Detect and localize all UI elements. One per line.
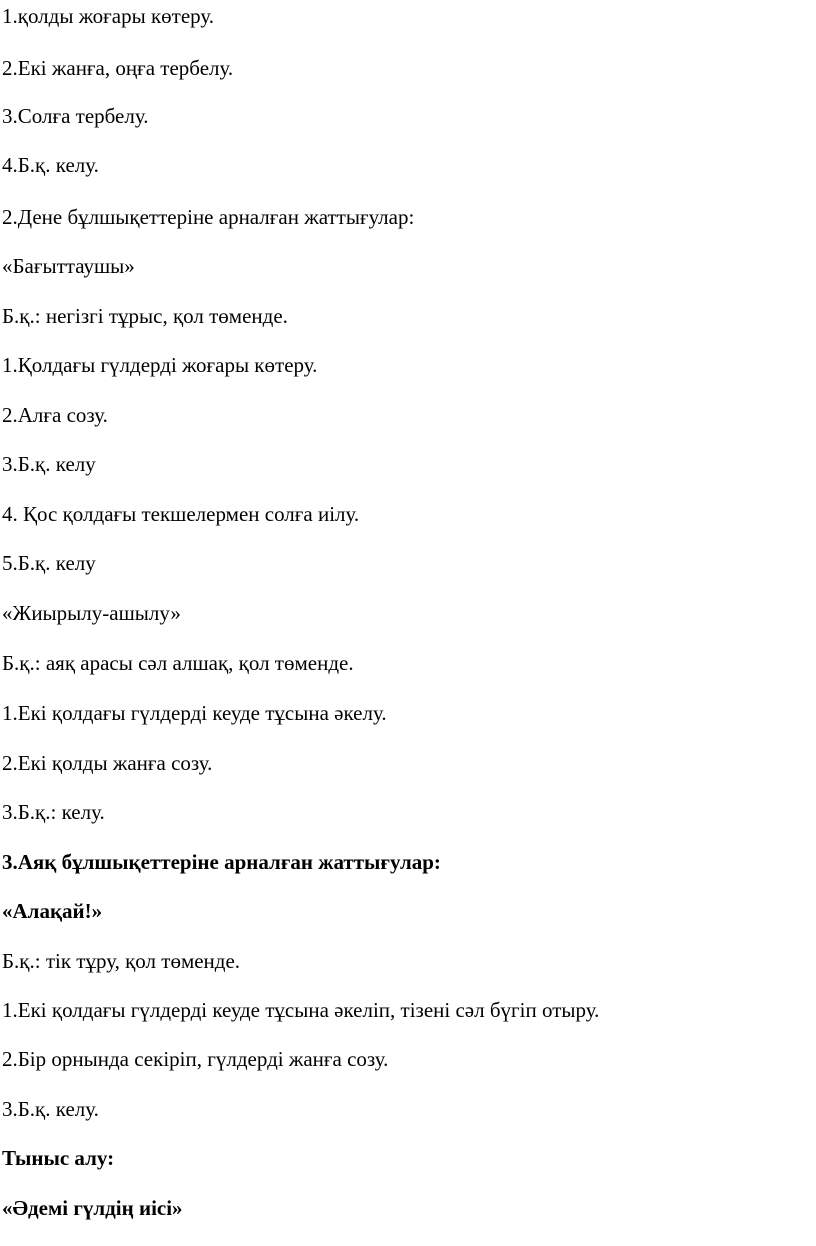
text-line: 5.Б.қ. келу <box>2 551 96 575</box>
text-line: 2.Екі жанға, оңға тербелу. <box>2 56 234 80</box>
section-heading: Тыныс алу: <box>2 1146 115 1170</box>
text-line: Б.қ.: негізгі тұрыс, қол төменде. <box>2 304 288 328</box>
text-line: «Бағыттаушы» <box>2 254 135 278</box>
text-line: 2.Алға созу. <box>2 403 108 427</box>
text-line: 2.Дене бұлшықеттеріне арналған жаттығулар: <box>2 205 415 229</box>
text-line: Б.қ.: тік тұру, қол төменде. <box>2 949 241 973</box>
text-line: 1.Қолдағы гүлдерді жоғары көтеру. <box>2 353 318 377</box>
text-line: 3.Б.қ.: келу. <box>2 800 105 824</box>
text-line: 1.қолды жоғары көтеру. <box>2 4 215 28</box>
exercise-title: «Алақай!» <box>2 899 103 923</box>
text-line: Б.қ.: аяқ арасы сәл алшақ, қол төменде. <box>2 651 354 675</box>
text-line: «Жиырылу-ашылу» <box>2 601 181 625</box>
text-line: 4. Қос қолдағы текшелермен солға иілу. <box>2 502 360 526</box>
text-line: 4.Б.қ. келу. <box>2 153 99 177</box>
text-line: 3.Солға тербелу. <box>2 104 149 128</box>
text-line: 1.Екі қолдағы гүлдерді кеуде тұсына әкеліп, тізені сәл бүгіп отыру. <box>2 998 600 1022</box>
text-line: 1.Екі қолдағы гүлдерді кеуде тұсына әкелу. <box>2 701 387 725</box>
exercise-title: «Әдемі гүлдің иісі» <box>2 1196 183 1220</box>
text-line: 2.Бір орнында секіріп, гүлдерді жанға созу. <box>2 1047 389 1071</box>
text-line: 3.Б.қ. келу <box>2 452 96 476</box>
text-line: 2.Екі қолды жанға созу. <box>2 751 213 775</box>
text-line: 3.Б.қ. келу. <box>2 1097 99 1121</box>
section-heading: 3.Аяқ бұлшықеттеріне арналған жаттығулар: <box>2 850 441 874</box>
